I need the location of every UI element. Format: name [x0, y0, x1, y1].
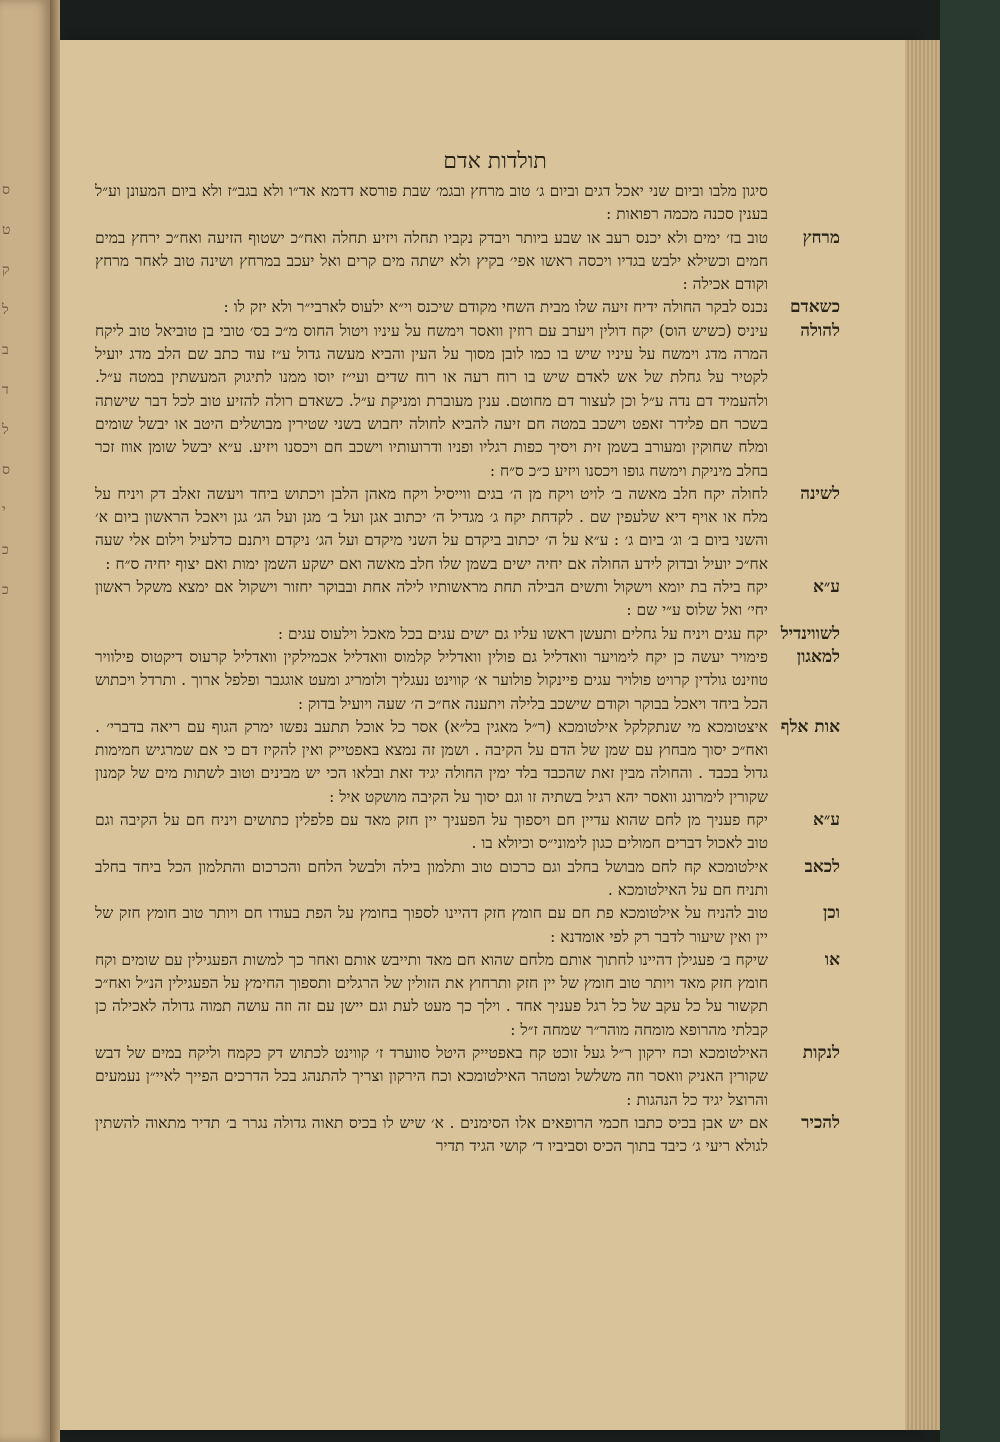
entry-keyword: לנקות — [802, 1042, 840, 1063]
entry-text: איצטומכא מי שנתקלקל אילטומכא (ר״ל מאגין בל״א) אסר כל אוכל תתעב נפשו ימרק הגוף עם ריאה בדברי׳ . ואח״כ יסוך מבחוץ עם שמן של הדם על הקיבה . ושמן זה נמצא באפטייק ואין להקיז דם כי אם שמרגיש חמימות גדול בכבד . והחולה מבין זאת שהכבד בלד ימין החולה יגיד זאת ובלאו הכי יש מבינים וטוב לשתות מים של קמנון שקורין לימרונג וואסר יהא רגיל בשתיה זו וגם יסוך על הקיבה מושקט איל : — [95, 717, 768, 806]
entry-keyword — [768, 180, 840, 227]
entry-text: סיגון מלבו וביום שני יאכל דגים וביום ג׳ טוב מרחץ ובגמ׳ שבת פורסא דדמא אד״ו ולא בגב״ז ולא ביום המעונן וע״ל בענין סכנה מכמה רפואות : — [95, 182, 768, 224]
text-entry — [95, 483, 840, 576]
entry-keyword: וכן — [823, 903, 840, 924]
page-edges — [905, 40, 940, 1430]
edge-fragment: ס — [2, 462, 10, 478]
entry-text: יקח בילה בת יומא וישקול ותשים הבילה תחת מראשותיו לילה אחת ובבוקר יחזור וישקול אם ימצא משקל ראשון יחי׳ ואל שלוס ע״י שם : — [95, 578, 768, 620]
edge-fragment: ל — [2, 302, 9, 318]
entry-text: אילטומכא קח לחם מבושל בחלב וגם כרכום טוב ותלמון בילה ולבשל הלחם והכרכום והתלמון הכל ביחד בחלב ותניח חם על האילטומכא . — [95, 857, 768, 899]
entry-keyword: לכאב — [804, 856, 840, 877]
text-entry — [95, 856, 840, 903]
text-entry — [95, 949, 840, 1042]
entry-text: האילטומכא וכח ירקון ר״ל געל זוכט קח באפטייק היטל סווערד ז׳ קווינט לכתוש דק כקמח וליקח במים של דבש שקורין האניק וואסר וזה משלשל ומטהר האילטומכא וכח הירקון וצריך להתנהג בכל הדרכים הפייך לאיי״ן נעמעים והרוצל יגיד כל הנהגות : — [95, 1043, 768, 1109]
text-entry — [95, 320, 840, 483]
entry-keyword: להולה — [800, 320, 840, 341]
entry-text: נכנס לבקר החולה ידיח זיעה שלו מבית השחי מקודם שיכנס וי״א ילעוס לארבי״ר ולא יזק לו : — [223, 298, 768, 317]
edge-fragment: ב — [2, 342, 9, 358]
entry-text: פימויר יעשה כן יקח לימויער וואדליל גם פולין וואדליל קלמוס וואדליל אכמילקין וואדליל קרעוס דיקטוס פילוויר טוזינט גולדין קרויט פולויר עגים פיינקול פולוער א׳ קווינט נעגליך ולומריג ומעט אוגגבר ופלפל ארוך . ותרדל ויכתוש הכל ביחד ויאכל בבוקר וקודם שישכב בלילה ויתענה אח״כ ה׳ שעה ויועיל בדוק : — [95, 647, 768, 713]
book-spine — [940, 0, 1000, 1442]
entry-keyword: כשאדם — [789, 297, 840, 318]
previous-page-edge-fragments — [2, 170, 16, 870]
text-entry — [95, 227, 840, 297]
edge-fragment: ד — [2, 382, 9, 398]
edge-fragment: י — [2, 502, 6, 518]
text-entry — [95, 576, 840, 623]
entry-keyword: או — [824, 949, 840, 970]
text-entry — [95, 809, 840, 856]
edge-fragment: כ — [2, 582, 9, 598]
entry-text: אם יש אבן בכיס כתבו חכמי הרופאים אלו הסימנים . א׳ שיש לו בכיס תאוה גדולה נגרר ב׳ תדיר מתאוה להשתין לגולא ריעי ג׳ כיבד בתוך הכיס וסביביו ד׳ קושי הגיד תדיר — [95, 1113, 768, 1156]
entry-text: שיקח ב׳ פעגילן דהיינו לחתוך אותם מלחם שהוא חם מאד ותייבש אותם ואחר כך למשות הפעגילין עם שומים וקח חומץ חזק מאד ויותר טוב חומץ של יין חזק ותרחוץ את הזולין של הרגלים ותספוך החימץ על הפעגילין הנ״ל ואח״כ תקשור על כל עקב של כל רגל פעניך אחד . וילך כך מעט לעת וגם יישן עם זה וזה עושה תמוה גדולה לאכילה כן קבלתי מהרופא מומחה מוהר״ר שמחה ז״ל : — [95, 950, 768, 1039]
entry-text: לחולה יקח חלב מאשה ב׳ לויט ויקח מן ה׳ בגים ווייסיל ויקח מאהן הלבן ויכתוש ביחד ויעשה זאלב דק ויניח על מלח או אויף דיא שלעפין שם . לקדחת יקח ג׳ מגדיל ה׳ יכתוב אגן ועל ב׳ מגן ועל הג׳ גגן ויאכל הראשון ביום א׳ והשני ביום ב׳ וג׳ ביום ג׳ : ע״א על ה׳ יכתוב ביקדם על השני מיקדם ועל הג׳ ניקדם ויתנם כדלעיל וילום אלי שעה אח״כ יועיל ובדוק לידע החולה אם יחיה ישים בשמן שלו חלב מאשה ואם ישקע השמן ימות ואם יצוף יחיה ס״ח : — [95, 484, 768, 573]
entry-keyword: אות אלף — [780, 716, 840, 737]
text-entry — [95, 646, 840, 716]
text-entry — [95, 902, 840, 949]
text-entry — [95, 716, 840, 809]
edge-fragment: ס — [2, 182, 10, 198]
entry-keyword: להכיר — [801, 1112, 840, 1133]
text-entry — [95, 180, 840, 227]
page-header: תולדות אדם — [443, 149, 547, 174]
text-entry — [95, 1042, 840, 1112]
edge-fragment: ק — [2, 262, 10, 278]
edge-fragment: ט — [2, 222, 11, 238]
edge-fragment: כ — [2, 542, 9, 558]
text-entry — [95, 1112, 840, 1159]
entry-text: טוב להניח על אילטומכא פת חם עם חומץ חזק דהיינו לספוך בחומץ על הפת בעודו חם ויותר טוב חומץ חזק של יין ואין שיעור לדבר רק לפי אומדנא : — [95, 904, 768, 946]
entry-text: יקח עגים ויניח על גחלים ותעשן ראשו עליו גם ישים עגים בכל מאכל וילעוס עגים : — [277, 624, 768, 643]
text-entry — [95, 296, 840, 319]
entry-keyword: לשווינדיל — [780, 623, 840, 644]
body-text — [95, 180, 840, 1158]
entry-text: יקח פעניך מן לחם שהוא עדיין חם ויספוך על הפעניך יין חזק מאד עם פלפלין כתושים ויניח חם על הקיבה וגם טוב לאכול דברים חמולים כגון לימוני״ס וכיולא בו . — [95, 811, 768, 853]
entry-text: טוב בז׳ ימים ולא יכנס רעב או שבע ביותר ויבדק נקביו תחלה ויזיע תחלה ואח״כ ישטוף הזיעה ואח״כ ירחץ במים חמים וכשילא ילבש בגדיו ויכסה ראשו אפי׳ בקיץ ולא ישתה מים קרים ואל יעכב במרחץ ושינה טוב לאחר מרחץ וקודם אכילה : — [95, 228, 768, 294]
entry-keyword: לשינה — [800, 483, 840, 504]
text-entry — [95, 623, 840, 646]
entry-keyword: למאגון — [796, 646, 840, 667]
entry-keyword: מרחץ — [802, 227, 840, 248]
edge-fragment: ל — [2, 422, 9, 438]
entry-keyword: ע״א — [813, 577, 840, 598]
entry-text: עיניס (כשיש הוס) יקח דולין ויערב עם רוזין וואסר וימשח על עיניו ויטול החוס מ״כ בס׳ טובי בן טוביאל טוב ליקח המרה מדג וימשח על עיניו שיש בו כמו לובן מסוך על העין והביא מעשה גדול ע״ז עוד כתב שם הלב מדג יועיל לקטיר על גחלת של אש לאדם שיש בו רוח רעה או רוח שדים ועי״ז יוסו ממנו לתיגוק המעשתין במטה ע״ל. ולהעמיד דם נדה ע״ל וכן לעצור דם מחוטם. ענין מעוברת ומניקת ע״ל. כשאדם רולה להזיע טוב לכל דבר שישתה בשכר חם פלידר זאפט וישכב במטה חם זיעה להביא לחולה יחבוש בשני שטירין מבושלים היטב או יבשל שומים ומלח שחוקין ומעורב בשמן זית ויסיך כפות רגליו ופניו ודרועותיו וישכב חם ויכסנו ויזיע. ע״א יבשל שומן אווז זכר בחלב מיניקת וימשח גופו ויכסנו ויזיע כ״כ ס״ח : — [95, 321, 768, 480]
book-gutter — [50, 0, 60, 1442]
entry-keyword: ע״א — [813, 810, 840, 831]
